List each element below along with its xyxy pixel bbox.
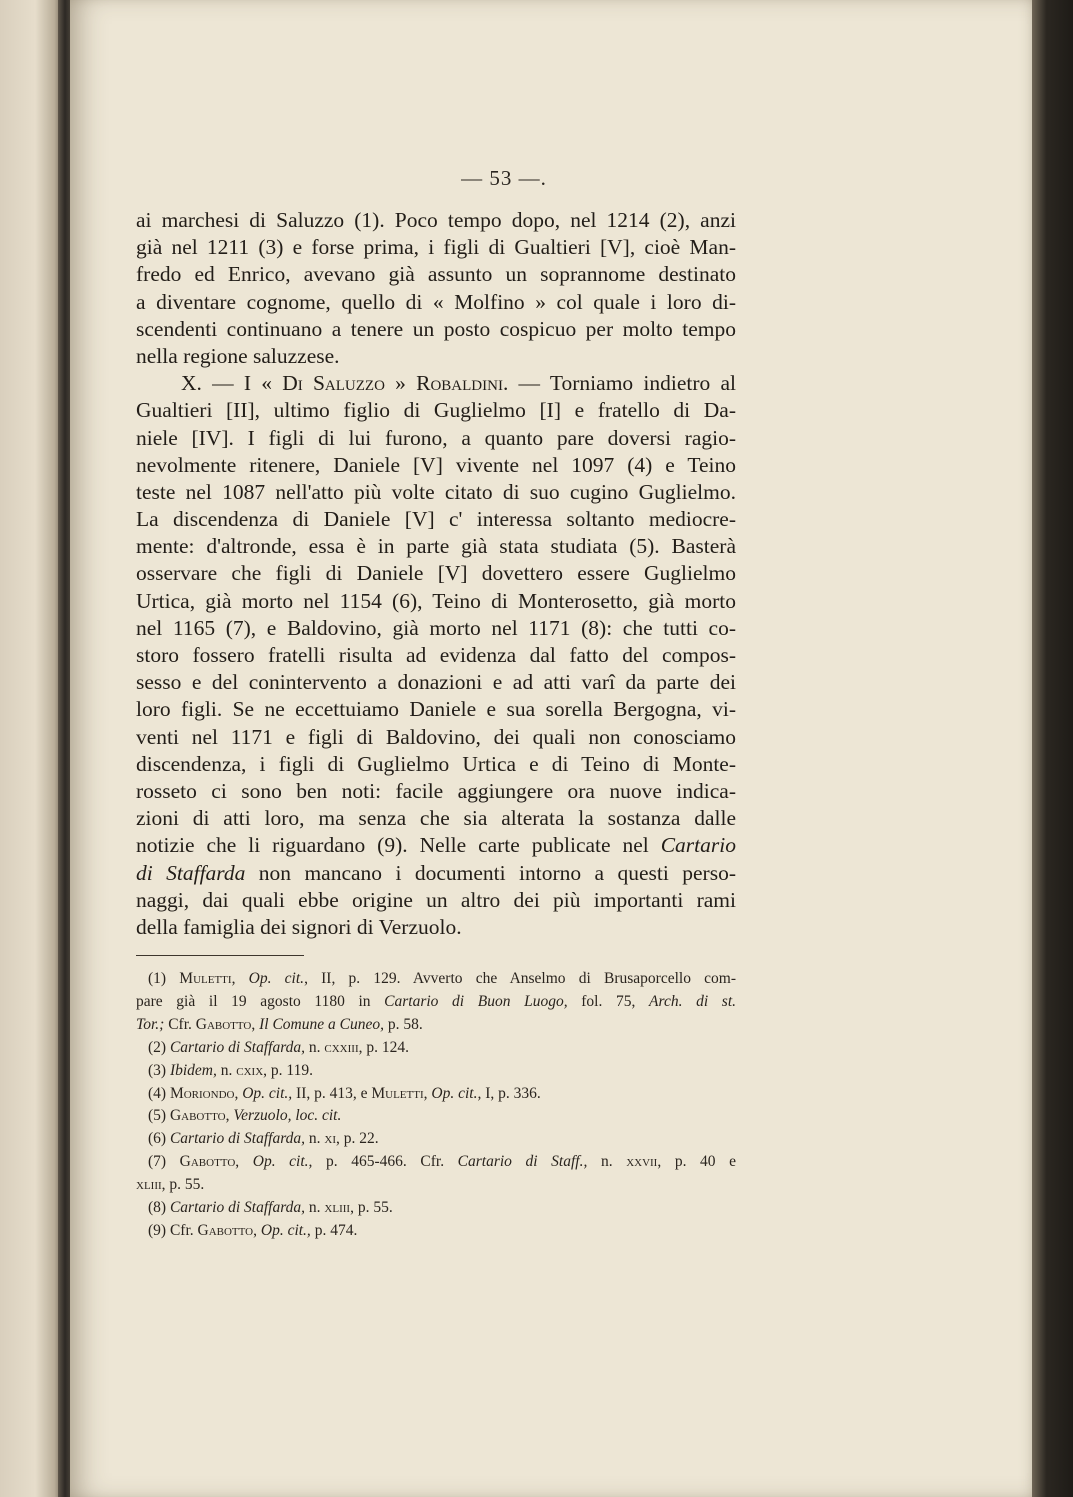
- fn-author: Muletti: [179, 970, 232, 987]
- fn-italic: Op. cit.,: [252, 1153, 313, 1171]
- section-number: X.: [181, 371, 202, 396]
- fn-text: ,: [251, 1015, 260, 1033]
- fn-italic: Arch. di st.: [649, 992, 736, 1010]
- text-line: nevolmente ritenere, Daniele [V] vivente nel 1097 (4) e Teino: [136, 452, 736, 477]
- text-line: Gualtieri [II], ultimo figlio di Guglielmo [I] e fratello di Da-: [136, 398, 736, 423]
- footnotes: [136, 968, 736, 1243]
- text-line: nella regione saluzzese.: [136, 343, 340, 368]
- fn-text: n.: [305, 1199, 325, 1217]
- body-text: [136, 207, 736, 941]
- text-line: già nel 1211 (3) e forse prima, i figli di Gualtieri [V], cioè Man-: [136, 235, 736, 260]
- footnote-9: [136, 1220, 736, 1243]
- fn-italic: Verzuolo, loc. cit.: [233, 1107, 342, 1125]
- footnote-6: [136, 1128, 736, 1151]
- fn-text: ,: [231, 970, 249, 987]
- fn-author: Gabotto: [195, 1015, 252, 1033]
- fn-text: ,: [234, 1084, 243, 1102]
- fn-italic: Il Comune a Cuneo,: [259, 1015, 384, 1033]
- text-line: della famiglia dei signori di Verzuolo.: [136, 914, 462, 939]
- fn-text: (8): [148, 1199, 170, 1217]
- footnote-1-cont: [136, 991, 736, 1014]
- page-number: — 53 —.: [461, 166, 547, 190]
- fn-text: II, p. 413, e: [292, 1084, 372, 1102]
- fn-author: Muletti: [371, 1084, 424, 1102]
- text-line: niele [IV]. I figli di lui furono, a quanto pare doversi ragio-: [136, 425, 736, 450]
- fn-text: p. 58.: [383, 1015, 423, 1033]
- section-mid: »: [384, 371, 417, 396]
- fn-text: (1): [148, 970, 180, 987]
- fn-italic: Cartario di Staff.,: [457, 1153, 588, 1171]
- footnote-7: [136, 1151, 736, 1174]
- fn-roman: xliii: [136, 1176, 162, 1194]
- fn-author: Moriondo: [169, 1084, 235, 1102]
- fn-text: p. 465-466. Cfr.: [312, 1153, 458, 1171]
- fn-author: Gabotto: [197, 1221, 254, 1239]
- fn-roman: cxix: [236, 1061, 264, 1079]
- text-line: rosseto ci sono ben noti: facile aggiungere ora nuove indica-: [136, 778, 736, 803]
- footnote-2: [136, 1037, 736, 1060]
- fn-text: , p. 55.: [350, 1199, 393, 1217]
- section-title-b: Robaldini: [416, 371, 503, 396]
- footnote-1: [136, 968, 736, 991]
- fn-italic: Cartario di Staffarda,: [169, 1199, 306, 1217]
- fn-text: (5): [148, 1107, 170, 1125]
- section-heading-line: [136, 370, 736, 397]
- fn-text: n.: [587, 1153, 627, 1171]
- footnote-1-cont: [136, 1014, 736, 1037]
- cartario-italic: Cartario: [660, 833, 736, 858]
- footnote-7-cont: [136, 1174, 736, 1197]
- fn-roman: xi: [324, 1130, 337, 1148]
- fn-italic: Op. cit.,: [431, 1084, 482, 1102]
- fn-italic: Cartario di Buon Luogo,: [384, 992, 568, 1010]
- text-line: a diventare cognome, quello di « Molfino » col quale i loro di-: [136, 289, 736, 314]
- fn-text: Cfr.: [164, 1015, 196, 1033]
- fn-text: ,: [225, 1107, 234, 1125]
- fn-italic: Ibidem,: [169, 1061, 217, 1079]
- fn-text: ,: [235, 1153, 253, 1171]
- fn-text: I, p. 336.: [481, 1084, 541, 1102]
- footnote-8: [136, 1197, 736, 1220]
- fn-text: , p. 124.: [358, 1038, 409, 1056]
- text-line: scendenti continuano a tenere un posto cospicuo per molto tempo: [136, 316, 736, 341]
- fn-author: Gabotto: [179, 1153, 236, 1171]
- fn-text: ,: [253, 1221, 261, 1239]
- fn-text: , p. 22.: [336, 1130, 379, 1148]
- text-line: teste nel 1087 nell'atto più volte citato di suo cugino Guglielmo.: [136, 479, 736, 504]
- fn-text: (3): [148, 1061, 170, 1079]
- fn-text: (9) Cfr.: [148, 1221, 198, 1239]
- text-line: mente: d'altronde, essa è in parte già stata studiata (5). Basterà: [136, 534, 736, 559]
- text-line: venti nel 1171 e figli di Baldovino, dei quali non conosciamo: [136, 724, 736, 749]
- footnote-4: [136, 1083, 736, 1106]
- text-line: osservare che figli di Daniele [V] dovettero essere Guglielmo: [136, 561, 736, 586]
- fn-text: , II, p. 129. Avverto che Anselmo di Brusaporcello com-: [304, 970, 737, 987]
- text-line: naggi, dai quali ebbe origine un altro dei più importanti rami: [136, 887, 736, 912]
- fn-text: n.: [305, 1038, 325, 1056]
- text-line: [136, 860, 736, 887]
- fn-italic: Op. cit.,: [242, 1084, 293, 1102]
- text-line: loro figli. Se ne eccettuiamo Daniele e sua sorella Bergogna, vi-: [136, 697, 736, 722]
- fn-roman: xliii: [324, 1199, 351, 1217]
- fn-text: , p. 55.: [161, 1176, 205, 1194]
- fn-roman: cxxiii: [324, 1038, 359, 1056]
- fn-text: n.: [216, 1061, 237, 1079]
- page-edge-shadow: [1032, 0, 1073, 1497]
- fn-text: ,: [423, 1084, 432, 1102]
- fn-text: pare già il 19 agosto 1180 in: [136, 992, 385, 1010]
- fn-roman: xxvii: [626, 1153, 658, 1171]
- fn-italic: Cartario di Staffarda,: [169, 1130, 306, 1148]
- text-line: sesso e del conintervento a donazioni e ad atti varî da parte dei: [136, 670, 736, 695]
- staffarda-italic: di Staffarda: [136, 860, 246, 885]
- fn-italic: Tor.;: [136, 1015, 165, 1033]
- fn-italic: Cartario di Staffarda,: [169, 1038, 306, 1056]
- fn-italic: Op. cit.,: [260, 1221, 311, 1239]
- fn-text: , p. 40 e: [657, 1153, 737, 1171]
- fn-text: p. 474.: [310, 1221, 358, 1239]
- text-line: [136, 832, 736, 859]
- fn-text: n.: [305, 1130, 325, 1148]
- fn-text: fol. 75,: [567, 992, 650, 1010]
- text-line: nel 1165 (7), e Baldovino, già morto nel 1171 (8): che tutti co-: [136, 615, 736, 640]
- footnote-5: [136, 1105, 736, 1128]
- fn-italic: Op. cit.: [248, 970, 305, 987]
- text-line: La discendenza di Daniele [V] c' interessa soltanto mediocre-: [136, 507, 736, 532]
- fn-text: , p. 119.: [263, 1061, 313, 1079]
- text-line: fredo ed Enrico, avevano già assunto un soprannome destinato: [136, 262, 736, 287]
- text-line: discendenza, i figli di Guglielmo Urtica e di Teino di Monte-: [136, 751, 736, 776]
- left-page-edge: [0, 0, 64, 1497]
- text-line: ai marchesi di Saluzzo (1). Poco tempo dopo, nel 1214 (2), anzi: [136, 208, 736, 232]
- section-dash: — I «: [201, 371, 283, 396]
- text-segment: non mancano i documenti intorno a questi perso-: [245, 860, 736, 885]
- section-title-a: Di Saluzzo: [282, 371, 385, 396]
- fn-text: (4): [148, 1084, 170, 1102]
- fn-author: Gabotto: [169, 1107, 226, 1125]
- section-rest: . — Torniamo indietro al: [502, 371, 737, 396]
- footnote-3: [136, 1060, 736, 1083]
- fn-text: (7): [148, 1153, 180, 1171]
- fn-text: (2): [148, 1038, 170, 1056]
- fn-text: (6): [148, 1130, 170, 1148]
- text-line: storo fossero fratelli risulta ad evidenza dal fatto del compos-: [136, 643, 736, 667]
- footnote-rule: [136, 955, 304, 956]
- text-line: zioni di atti loro, ma senza che sia alterata la sostanza dalle: [136, 806, 736, 831]
- text-line: Urtica, già morto nel 1154 (6), Teino di Monterosetto, già morto: [136, 588, 736, 613]
- text-segment: notizie che li riguardano (9). Nelle carte publicate nel: [136, 833, 661, 858]
